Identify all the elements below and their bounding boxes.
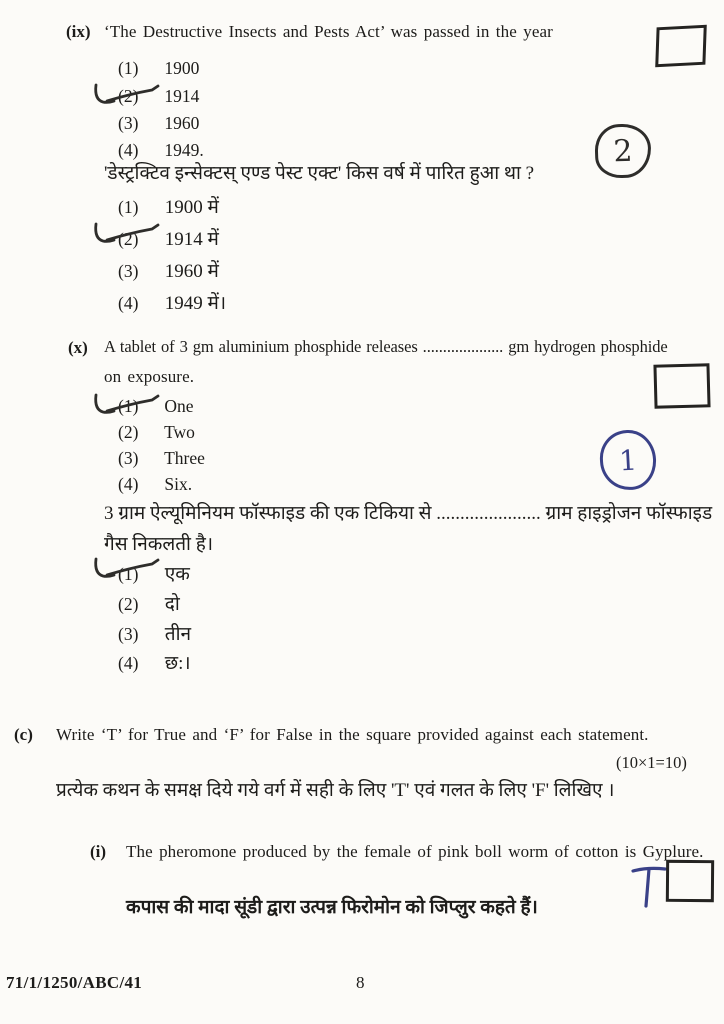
- option-text: Six.: [164, 474, 193, 494]
- answer-box-i: [666, 860, 714, 902]
- option-text: Three: [164, 448, 205, 468]
- question-x-text-en-line2: on exposure.: [104, 367, 195, 386]
- option-row: [118, 396, 194, 417]
- option-number: (2): [118, 229, 139, 249]
- option-text: छ:।: [164, 653, 191, 674]
- option-row: [118, 193, 219, 219]
- option-row: [118, 649, 191, 675]
- option-text: एक: [164, 564, 190, 585]
- circled-answer-annotation: 2: [594, 123, 652, 179]
- option-text: 1914: [164, 86, 200, 106]
- option-number: (3): [118, 261, 139, 281]
- handwritten-mark-icon: [91, 557, 163, 583]
- question-x-text-hi-line1: 3 ग्राम ऐल्यूमिनियम फॉस्फाइड की एक टिकिया से ...................... ग्राम हाइड्रोजन फॉस्फाइड: [104, 503, 713, 524]
- option-text: 1900 में: [164, 197, 219, 218]
- option-number: (3): [118, 624, 139, 644]
- question-ix-text-hi: 'डेस्ट्रक्टिव इन्सेक्टस् एण्ड पेस्ट एक्ट' किस वर्ष में पारित हुआ था ?: [104, 163, 535, 184]
- option-number: (1): [118, 58, 139, 78]
- circled-answer-annotation: 1: [598, 429, 657, 492]
- option-text: 1949 में।: [164, 293, 227, 314]
- option-row: [118, 257, 219, 283]
- option-row: [118, 590, 180, 616]
- handwritten-mark-icon: [91, 222, 163, 248]
- option-row: [118, 140, 204, 161]
- question-x-label: (x): [68, 338, 88, 357]
- option-text: Two: [164, 422, 195, 442]
- option-text: 1949.: [164, 140, 204, 160]
- option-text: 1960 में: [164, 261, 219, 282]
- handwritten-t-annotation-icon: [630, 862, 668, 910]
- option-row: [118, 448, 205, 469]
- option-number: (3): [118, 448, 139, 468]
- statement-i-text-hi: कपास की मादा सूंडी द्वारा उत्पन्न फिरोमोन को जिप्लुर कहते हैं।: [126, 897, 538, 918]
- option-number: (2): [118, 594, 139, 614]
- option-row: [118, 620, 191, 646]
- handwritten-mark-icon: [91, 393, 163, 419]
- option-row: [118, 225, 219, 251]
- answer-box-x: [653, 363, 710, 408]
- option-row: [118, 58, 199, 79]
- option-number: (4): [118, 293, 139, 313]
- option-number: (1): [118, 197, 139, 217]
- option-text: One: [164, 396, 194, 416]
- option-number: (1): [118, 396, 139, 416]
- option-number: (4): [118, 474, 139, 494]
- section-c-marks: (10×1=10): [616, 753, 687, 772]
- section-c-instruction-hi: प्रत्येक कथन के समक्ष दिये गये वर्ग में सही के लिए 'T' एवं गलत के लिए 'F' लिखिए ।: [56, 780, 615, 801]
- option-row: [118, 560, 190, 586]
- question-x-text-en-line1: A tablet of 3 gm aluminium phosphide releases .................... gm hydrogen phosphide: [104, 337, 668, 356]
- option-number: (4): [118, 653, 139, 673]
- statement-i-text-en: The pheromone produced by the female of pink boll worm of cotton is Gyplure.: [126, 842, 704, 861]
- option-text: तीन: [164, 624, 192, 645]
- option-text: 1900: [164, 58, 200, 78]
- handwritten-mark-icon: [91, 83, 163, 109]
- statement-i-label: (i): [90, 842, 107, 861]
- question-x-text-hi-line2: गैस निकलती है।: [104, 534, 214, 555]
- option-number: (2): [118, 422, 139, 442]
- question-ix-text-en: ‘The Destructive Insects and Pests Act’ was passed in the year: [104, 22, 553, 41]
- section-c-instruction-en: Write ‘T’ for True and ‘F’ for False in the square provided against each statement.: [56, 725, 649, 744]
- option-text: 1914 में: [164, 229, 219, 250]
- option-number: (4): [118, 140, 139, 160]
- option-row: [118, 113, 199, 134]
- footer-page-number: 8: [356, 973, 365, 992]
- option-row: [118, 289, 226, 315]
- footer-paper-code: 71/1/1250/ABC/41: [6, 973, 143, 992]
- question-ix-label: (ix): [66, 22, 91, 41]
- answer-box-ix: [655, 25, 707, 68]
- option-number: (3): [118, 113, 139, 133]
- option-row: [118, 474, 192, 495]
- option-text: दो: [164, 594, 180, 615]
- option-text: 1960: [164, 113, 200, 133]
- option-number: (1): [118, 564, 139, 584]
- option-row: [118, 422, 195, 443]
- section-c-label: (c): [14, 725, 33, 744]
- option-row: [118, 86, 199, 107]
- option-number: (2): [118, 86, 139, 106]
